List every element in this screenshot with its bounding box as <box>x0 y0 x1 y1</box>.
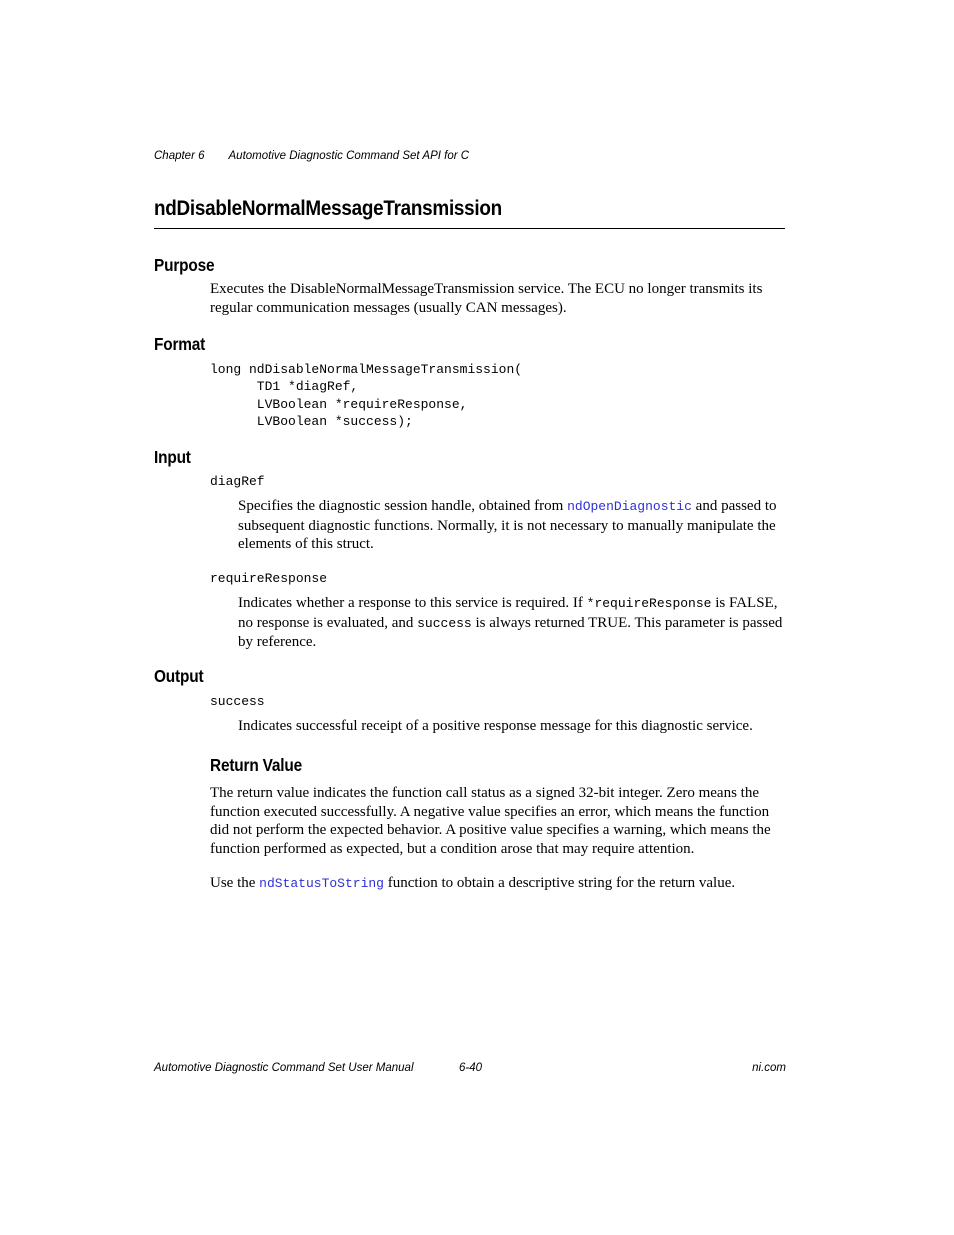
page-title: ndDisableNormalMessageTransmission <box>154 197 502 220</box>
usage-text: function to obtain a descriptive string for the return value. <box>383 875 736 891</box>
param-name-diagref: diagRef <box>210 474 265 489</box>
inline-code: success <box>417 615 472 631</box>
return-value-text: The return value indicates the function call status as a signed 32-bit integer. Zero means the function executed successfully. A negative value specifies an error, which means the function did not perform the expected behavior. A positive value specifies a warning, which means the function performed as expected, but a condition arose that may require attention. <box>210 785 771 858</box>
input-heading: Input <box>154 447 191 467</box>
footer-manual-title: Automotive Diagnostic Command Set User Manual <box>154 1062 414 1074</box>
usage-text: Use the <box>210 875 260 891</box>
param-desc-success: Indicates successful receipt of a positive response message for this diagnostic service. <box>238 718 753 734</box>
ndopendiagnostic-link[interactable]: ndOpenDiagnostic <box>567 499 692 514</box>
inline-code: *requireResponse <box>586 596 712 611</box>
output-heading: Output <box>154 666 204 686</box>
desc-text: is FALSE, no response is evaluated, and <box>238 595 778 631</box>
desc-text: Specifies the diagnostic session handle, obtained from <box>238 498 568 514</box>
desc-text: Indicates whether a response to this service is required. If <box>238 595 587 611</box>
param-name-requireresponse: requireResponse <box>210 571 328 586</box>
return-value-usage <box>210 874 790 894</box>
page-number: 6-40 <box>459 1062 483 1074</box>
param-desc-diagref <box>238 497 790 554</box>
running-header <box>154 150 469 162</box>
chapter-number: Chapter 6 <box>154 150 205 162</box>
return-value-heading: Return Value <box>210 755 303 775</box>
format-heading: Format <box>154 334 206 354</box>
footer-website: ni.com <box>752 1062 786 1074</box>
function-signature: long ndDisableNormalMessageTransmission( TD1 *diagRef, LVBoolean *requireResponse, LVBoolean *success); <box>210 362 523 430</box>
param-name-success: success <box>210 694 265 709</box>
chapter-title: Automotive Diagnostic Command Set API for C <box>228 150 470 162</box>
title-rule <box>154 228 785 229</box>
desc-text: is always returned TRUE. This parameter is passed by reference. <box>238 614 783 651</box>
desc-text: and passed to subsequent diagnostic functions. Normally, it is not necessary to manually manipulate the elements of this struct. <box>238 498 777 553</box>
purpose-text: Executes the DisableNormalMessageTransmission service. The ECU no longer transmits its regular communication messages (usually CAN messages). <box>210 281 763 316</box>
purpose-heading: Purpose <box>154 255 215 275</box>
param-desc-requireresponse <box>238 594 790 652</box>
ndstatustostring-link[interactable]: ndStatusToString <box>259 876 384 891</box>
